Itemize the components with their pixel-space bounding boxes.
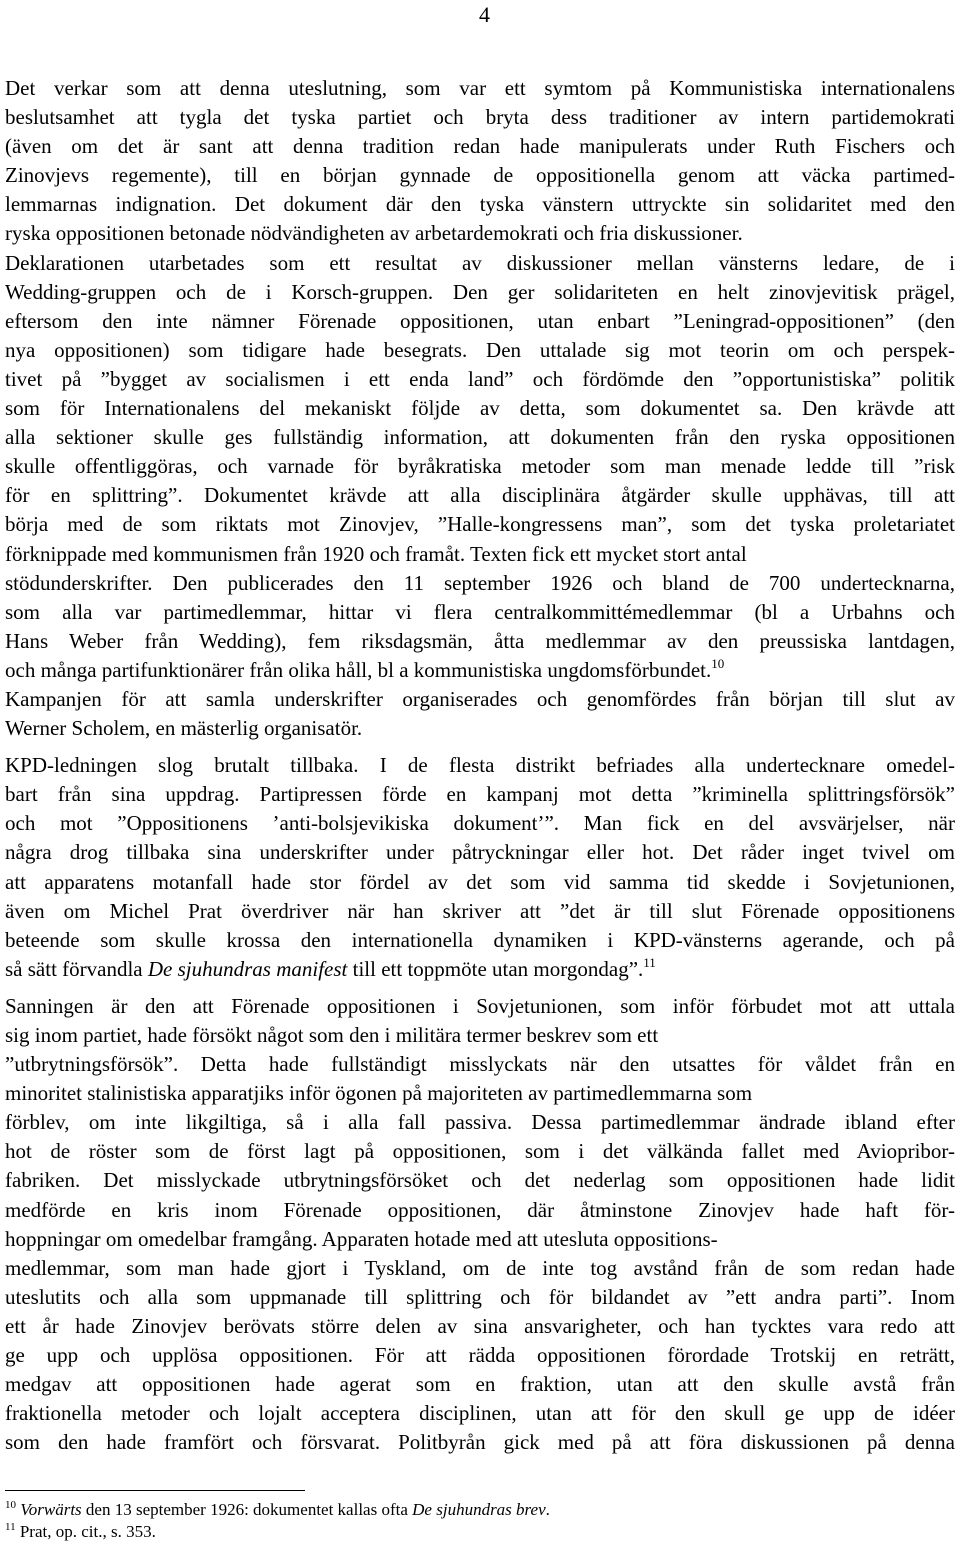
text-line: sig inom partiet, hade försökt något som den i militära termer beskrev som ett [5, 1023, 659, 1047]
text-line: stödunderskrifter. Den publicerades den 11 september 1926 och bland de 700 undertecknarna, [5, 570, 955, 595]
text-line: nya oppositionen) som tidigare hade besegrats. Den uttalade sig mot teorin om och perspek- [5, 337, 955, 362]
text-line: skulle offentliggöras, och varnade för byråkratiska metoder som man menade ledde till ”risk [5, 454, 955, 479]
text-line: minoritet stalinistiska apparatjiks inför ögonen på majoriteten av partimedlemmarna som [5, 1081, 753, 1106]
text-line: KPD-ledningen slog brutalt tillbaka. I de flesta distrikt befriades alla undertecknare omedel- [5, 753, 955, 778]
text-line: börja med de som riktats mot Zinovjev, ”Halle-kongressens man”, som det tyska proletariatet [5, 512, 955, 537]
text-line: förknippade med kommunismen från 1920 och framåt. Texten fick ett mycket stort antal [5, 541, 747, 566]
text-line: Wedding-gruppen och de i Korsch-gruppen. Den ger solidariteten en helt zinovjevitisk prägel, [5, 279, 955, 304]
text-segment: till ett toppmöte utan morgondag”. [347, 956, 644, 981]
footnote-ref: 10 [711, 655, 725, 671]
text-line: eftersom den inte nämner Förenade oppositionen, utan enbart ”Leningrad-oppositionen” (den [5, 308, 955, 333]
text-segment: så sätt förvandla [5, 956, 148, 981]
text-line: ryska oppositionen betonade nödvändigheten av arbetardemokrati och fria diskussioner. [5, 221, 743, 246]
footnote-text: . [545, 1500, 550, 1519]
footnote-number: 11 [5, 1521, 16, 1533]
footnote-text: Prat, op. cit., s. 353. [19, 1522, 156, 1541]
text-line: och mot ”Oppositionens ’anti-bolsjevikiska dokument’”. Man fick en del avsvärjelser, när [5, 811, 955, 836]
text-line: att apparatens motanfall hade stor fördel av det som vid samma tid skedde i Sovjetunionen, [5, 869, 955, 894]
text-line: Deklarationen utarbetades som ett resultat av diskussioner mellan vänsterns ledare, de i [5, 250, 955, 275]
text-line: medgav att oppositionen hade agerat som en fraktion, utan att den skulle avstå från [5, 1372, 955, 1397]
text-line: förblev, om inte likgiltiga, så i alla fall passiva. Dessa partimedlemmar ändrade ibland efter [5, 1110, 955, 1135]
text-line: beslutsamhet att tygla det tyska partiet och bryta dess traditioner av intern partidemokrati [5, 105, 955, 130]
text-line: ge upp och upplösa oppositionen. För att rädda oppositionen förordade Trotskij en reträtt, [5, 1343, 955, 1368]
text-line: (även om det är sant att denna tradition redan hade manipulerats under Ruth Fischers och [5, 134, 955, 159]
text-line: hoppningar om omedelbar framgång. Apparaten hotade med att utesluta oppositions- [5, 1226, 718, 1251]
text-line: som alla var partimedlemmar, hittar vi flera centralkommittémedlemmar (bl a Urbahns och [5, 599, 955, 624]
text-line: Det verkar som att denna uteslutning, som var ett symtom på Kommunistiska internationalens [5, 76, 955, 100]
text-line: Zinovjevs regemente), till en början gynnade de oppositionella genom att väcka partimed- [5, 163, 955, 188]
text-line: Kampanjen för att samla underskrifter organiserades och genomfördes från början till slut av [5, 686, 955, 711]
text-line: några drog tillbaka sina underskrifter under påtryckningar eller hot. Det råder inget tvivel om [5, 840, 955, 865]
main-text [5, 74, 955, 1457]
text-line: som den hade framfört och försvarat. Politbyrån gick med på att föra diskussionen på denna [5, 1430, 955, 1455]
document-title: De sjuhundras brev [412, 1500, 546, 1519]
text-line: uteslutits och alla som uppmanade till splittring och för bildandet av ”ett andra parti”. Inom [5, 1284, 955, 1309]
text-line: bart från sina uppdrag. Partipressen förde en kampanj mot detta ”kriminella splittringsförsök” [5, 782, 955, 807]
page-number: 4 [479, 2, 490, 27]
text-line: även om Michel Prat överdriver när han skriver att ”det är till slut Förenade oppositionens [5, 898, 955, 923]
footnote-text: den 13 september 1926: dokumentet kallas ofta [81, 1500, 413, 1519]
book-title: De sjuhundras manifest [147, 956, 348, 981]
newspaper-title: Vorwärts [20, 1500, 82, 1519]
text-line: Sanningen är den att Förenade oppositionen i Sovjetunionen, som inför förbudet mot att uttala [5, 993, 955, 1018]
text-line: lemmarnas indignation. Det dokument där den tyska vänstern uttryckte sin solidaritet med den [5, 192, 955, 217]
text-line: beteende som skulle krossa den internationella dynamiken i KPD-vänsterns agerande, och på [5, 927, 955, 952]
text-segment: och många partifunktionärer från olika håll, bl a kommunistiska ungdomsförbundet. [5, 657, 712, 682]
text-line: Werner Scholem, en mästerlig organisatör. [5, 716, 363, 741]
text-line: Hans Weber från Wedding), fem riksdagsmän, åtta medlemmar av den preussiska lantdagen, [5, 628, 955, 653]
text-line: ”utbrytningsförsök”. Detta hade fullständigt misslyckats när den utsattes för våldet från en [5, 1052, 955, 1077]
footnote-10 [5, 1499, 550, 1521]
footnote-11 [5, 1521, 550, 1543]
text-line: fraktionella metoder och lojalt acceptera disciplinen, utan att för den skull ge upp de idéer [5, 1401, 955, 1426]
footnotes [5, 1499, 550, 1543]
paragraph-3 [5, 992, 955, 1458]
text-line: ett år hade Zinovjev berövats större delen av sina ansvarigheter, och han tycktes vara redo att [5, 1313, 955, 1338]
text-line: medförde en kris inom Förenade oppositionen, där åtminstone Zinovjev hade haft för- [5, 1197, 955, 1222]
text-line: fabriken. Det misslyckade utbrytningsförsöket och det nederlag som oppositionen hade lidit [5, 1168, 955, 1193]
text-line: för en splittring”. Dokumentet krävde att alla disciplinära åtgärder skulle upphävas, till att [5, 483, 955, 508]
text-line [5, 955, 955, 984]
text-line [5, 656, 955, 685]
footnote-separator [5, 1490, 305, 1491]
paragraph-2 [5, 751, 955, 984]
footnote-number: 10 [5, 1499, 16, 1511]
footnote-ref: 11 [643, 954, 656, 970]
text-line: medlemmar, som man hade gjort i Tyskland, om de inte tog avstånd från de som redan hade [5, 1255, 955, 1280]
text-line: som för Internationalens del mekaniskt följde av detta, som dokumentet sa. Den krävde att [5, 396, 955, 421]
text-line: hot de röster som de först lagt på oppositionen, som i det välkända fallet med Aviopribor- [5, 1139, 955, 1164]
paragraph-1 [5, 74, 955, 743]
text-line: tivet på ”bygget av socialismen i ett enda land” och fördömde den ”opportunistiska” politik [5, 366, 955, 391]
text-line: alla sektioner skulle ges fullständig information, att dokumenten från den ryska oppositionen [5, 425, 955, 450]
